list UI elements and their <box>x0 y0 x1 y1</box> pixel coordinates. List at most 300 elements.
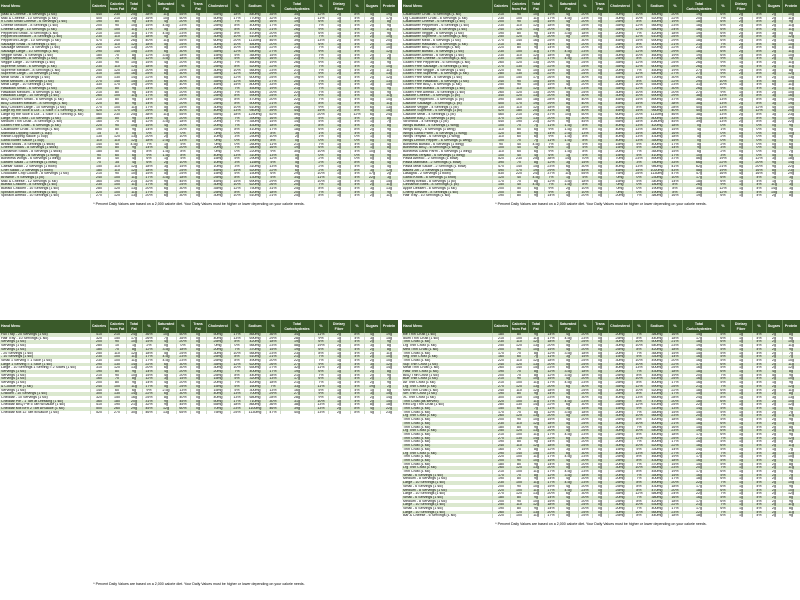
nutrient-value: 2g <box>766 20 782 24</box>
nutrient-value: 1g <box>766 448 782 452</box>
nutrient-value: 2g <box>364 377 380 381</box>
nutrient-value: 4% <box>350 124 364 128</box>
nutrient-value: 26g <box>682 61 716 65</box>
nutrient-value: 0g <box>730 128 752 132</box>
nutrient-value: 12% <box>752 106 766 110</box>
nutrient-value: 20% <box>578 348 592 352</box>
nutrient-value: 0% <box>314 139 328 143</box>
nutrient-value: 12g <box>380 50 398 54</box>
nutrient-value: 11g <box>782 414 800 418</box>
menu-item-name: Veggie Small - 6 Servings (1 slc) <box>0 54 90 58</box>
nutrient-value: 80 <box>108 370 126 374</box>
nutrient-value: 11% <box>314 366 328 370</box>
table-row <box>0 194 398 198</box>
nutrient-value: 0% <box>350 154 364 158</box>
nutrient-value: 260 <box>492 87 510 91</box>
nutrient-value: 1g <box>730 459 752 463</box>
nutrient-value: 75mg <box>206 411 230 415</box>
nutrient-value: 6g <box>280 169 314 173</box>
nutrient-value: 5g <box>558 106 578 110</box>
menu-item-name: Cheddar Mix 12 Tart w/Sauce (1 slc) <box>0 411 90 415</box>
nutrient-value: 70 <box>90 161 108 165</box>
nutrient-value: 480mg <box>244 43 266 47</box>
nutrient-value: 420mg <box>646 32 668 36</box>
nutrient-value: 13% <box>230 396 244 400</box>
nutrient-value: 4% <box>752 496 766 500</box>
nutrient-value: 18g <box>682 24 716 28</box>
nutrient-value: 3g <box>782 183 800 187</box>
nutrient-value: 11g <box>766 183 782 187</box>
nutrient-value: 430mg <box>646 370 668 374</box>
nutrient-value: 24g <box>528 113 544 117</box>
nutrient-value: 4.5g <box>558 50 578 54</box>
nutrient-value: 4% <box>752 492 766 496</box>
nutrient-value: 7% <box>632 507 646 511</box>
nutrient-value: 5% <box>716 496 730 500</box>
nutrient-value: 0g <box>592 143 608 147</box>
nutrient-value: 1g <box>328 117 350 121</box>
nutrient-value: 12% <box>142 54 156 58</box>
nutrient-value: 1g <box>328 91 350 95</box>
nutrient-value: 18g <box>682 400 716 404</box>
nutrient-value: 0g <box>592 176 608 180</box>
nutrient-value: 1080mg <box>646 120 668 124</box>
nutrient-value: 10% <box>230 35 244 39</box>
nutrient-value: 25% <box>176 28 190 32</box>
nutrient-value: 10% <box>632 46 646 50</box>
nutrient-value: 4% <box>350 76 364 80</box>
nutrient-value: 0g <box>592 35 608 39</box>
menu-item-name: Meat Thin Crust (1 slc) <box>402 366 492 370</box>
nutrient-value: 8% <box>578 139 592 143</box>
nutrient-value: 100 <box>108 385 126 389</box>
menu-item-name: Garlic Knots - 8 Servings (1 knot) <box>402 176 492 180</box>
nutrient-value: 330mg <box>646 355 668 359</box>
nutrient-value: 13g <box>528 91 544 95</box>
nutrient-value: 5g <box>766 135 782 139</box>
nutrient-value: 520mg <box>244 65 266 69</box>
column-header: Protein <box>380 320 398 333</box>
nutrient-value: 8% <box>230 102 244 106</box>
nutrient-value: 17% <box>142 355 156 359</box>
nutrient-value: 4% <box>350 87 364 91</box>
nutrient-value: 8% <box>752 120 766 124</box>
nutrient-value: 1g <box>328 146 350 150</box>
nutrient-value: 7% <box>266 385 280 389</box>
nutrient-value: 55mg <box>206 13 230 17</box>
nutrient-value: 3.5g <box>156 54 176 58</box>
nutrient-value: 15% <box>632 102 646 106</box>
nutrient-value: 3g <box>364 169 380 173</box>
nutrient-value: 180 <box>90 54 108 58</box>
menu-item-name: Hawaiian Small - 6 Servings (1 slc) <box>0 87 90 91</box>
menu-item-name: Mac & Cheese - 12 Servings (1 slc) <box>0 180 90 184</box>
nutrient-value: 25% <box>578 414 592 418</box>
nutrient-value: 15g <box>682 426 716 430</box>
nutrient-value: 20g <box>682 374 716 378</box>
nutrient-value: 80 <box>510 426 528 430</box>
nutrient-value: 5g <box>558 363 578 367</box>
nutrient-value: 0g <box>730 143 752 147</box>
nutrient-value: 19g <box>682 32 716 36</box>
nutrient-value: 14g <box>528 65 544 69</box>
menu-item-name: Veggie Large - 10 Servings (1 slc) <box>0 61 90 65</box>
nutrient-value: 3% <box>716 146 730 150</box>
nutrient-value: 6g <box>782 143 800 147</box>
nutrient-value: 610mg <box>646 377 668 381</box>
nutrient-value: 40mg <box>206 396 230 400</box>
nutrient-value: 0g <box>190 396 206 400</box>
nutrient-value: 20% <box>544 91 558 95</box>
nutrient-value: 4g <box>766 106 782 110</box>
nutrient-value: 8g <box>782 426 800 430</box>
nutrient-value: 7% <box>314 359 328 363</box>
nutrient-value: 230 <box>90 61 108 65</box>
nutrient-value: 27g <box>682 69 716 73</box>
nutrient-value: 200 <box>492 348 510 352</box>
nutrient-value: 66g <box>682 161 716 165</box>
nutrient-value: 6g <box>766 83 782 87</box>
nutrient-value: 9% <box>716 69 730 73</box>
nutrient-value: 1g <box>558 154 578 158</box>
nutrient-value: 14% <box>544 46 558 50</box>
nutrient-value: 2% <box>314 165 328 169</box>
nutrient-value: 0g <box>592 24 608 28</box>
nutrient-value: 14% <box>142 91 156 95</box>
nutrient-value: 8g <box>558 102 578 106</box>
nutrient-value: 11g <box>782 389 800 393</box>
nutrient-value: 0mg <box>608 176 632 180</box>
nutrient-value: 60 <box>510 355 528 359</box>
nutrient-value: 210 <box>492 337 510 341</box>
nutrient-value: 13g <box>528 385 544 389</box>
nutrient-value: 23% <box>544 165 558 169</box>
nutrient-value: 22g <box>380 407 398 411</box>
menu-item-name: Garlic Butter Sauce (1 cup) <box>0 139 90 143</box>
nutrient-value: 31% <box>142 400 156 404</box>
menu-item-name: Thin Crust (1 slc) <box>402 455 492 459</box>
nutrient-value: 17% <box>544 50 558 54</box>
nutrient-value: 11g <box>782 466 800 470</box>
nutrient-value: 55% <box>578 172 592 176</box>
nutrient-value: 25mg <box>608 348 632 352</box>
nutrient-value: 360 <box>90 180 108 184</box>
nutrient-value: 0g <box>592 165 608 169</box>
nutrient-value: 4% <box>350 176 364 180</box>
menu-item-name: Cheddar Pie - 1 Tart at Dressing (1 slc) <box>0 400 90 404</box>
nutrient-value: 12g <box>126 43 142 47</box>
nutrient-value: 23% <box>266 344 280 348</box>
nutrient-value: 43g <box>682 117 716 121</box>
nutrient-value: 1% <box>716 128 730 132</box>
nutrient-value: 43% <box>668 169 682 173</box>
nutrient-value: 0g <box>592 83 608 87</box>
nutrient-value: 40 <box>108 157 126 161</box>
nutrient-value: 110 <box>108 165 126 169</box>
nutrient-value: 20% <box>176 374 190 378</box>
nutrient-value: 14% <box>142 381 156 385</box>
nutrient-value: 20% <box>578 43 592 47</box>
nutrient-value: 9% <box>142 389 156 393</box>
nutrient-value: 9g <box>528 477 544 481</box>
nutrient-value: 530 <box>492 172 510 176</box>
nutrient-value: 29g <box>682 80 716 84</box>
nutrient-value: 21g <box>682 503 716 507</box>
nutrient-value: 1g <box>328 403 350 407</box>
nutrient-value: 8% <box>632 514 646 518</box>
nutrient-value: 9% <box>314 61 328 65</box>
nutrient-value: 11g <box>782 61 800 65</box>
nutrient-value: 590mg <box>244 94 266 98</box>
nutrient-value: 8% <box>230 340 244 344</box>
nutrient-value: 1g <box>766 381 782 385</box>
nutrient-value: 0g <box>592 28 608 32</box>
nutrient-value: 0% <box>314 154 328 158</box>
nutrient-value: 16g <box>682 348 716 352</box>
nutrient-value: 1g <box>730 396 752 400</box>
nutrient-value: 860mg <box>244 403 266 407</box>
nutrient-value: 12% <box>632 492 646 496</box>
nutrient-value: 6% <box>314 340 328 344</box>
nutrient-value: 140 <box>510 452 528 456</box>
nutrient-value: 10% <box>632 466 646 470</box>
nutrient-value: 18% <box>668 418 682 422</box>
nutrient-value: 480mg <box>646 13 668 17</box>
column-header: % <box>578 320 592 333</box>
nutrient-value: 3g <box>364 17 380 21</box>
nutrient-value: 40mg <box>608 135 632 139</box>
nutrient-value: 60 <box>510 135 528 139</box>
nutrient-value: 2g <box>766 503 782 507</box>
nutrient-value: 38g <box>682 113 716 117</box>
nutrient-value: 12% <box>752 157 766 161</box>
nutrient-value: 2.5g <box>558 132 578 136</box>
nutrient-value: 30mg <box>206 69 230 73</box>
nutrient-value: 30mg <box>608 17 632 21</box>
nutrient-value: 6% <box>716 507 730 511</box>
nutrient-value: 5% <box>176 143 190 147</box>
nutrient-value: 5g <box>156 191 176 195</box>
nutrient-value: 450mg <box>646 69 668 73</box>
nutrient-value: 11% <box>266 143 280 147</box>
nutrient-value: 140 <box>108 80 126 84</box>
nutrient-value: 0g <box>730 139 752 143</box>
menu-item-name: Medium - 8 Servings (1 slc) <box>402 500 492 504</box>
nutrient-value: 8% <box>752 28 766 32</box>
column-header: % <box>350 0 364 13</box>
menu-item-name: Thin Crust (as served) <box>402 400 492 404</box>
nutrient-value: 1.5g <box>156 150 176 154</box>
nutrient-value: 190 <box>108 180 126 184</box>
nutrient-value: 22g <box>682 492 716 496</box>
nutrient-value: 18g <box>782 157 800 161</box>
nutrient-value: 25% <box>176 172 190 176</box>
nutrient-value: 20mg <box>206 370 230 374</box>
menu-item-name: Cheese Medium - 8 Servings (1 slc) <box>0 24 90 28</box>
nutrient-value: 0mg <box>206 143 230 147</box>
column-header: % <box>266 320 280 333</box>
nutrient-value: 7% <box>716 403 730 407</box>
nutrient-value: 8g <box>380 146 398 150</box>
nutrient-value: 9g <box>380 374 398 378</box>
nutrient-value: 5% <box>314 120 328 124</box>
nutrient-value: 180 <box>90 169 108 173</box>
menu-item-name: Large Thin Crust - 10 Servings (1 slc) <box>0 117 90 121</box>
nutrient-value: 120 <box>510 429 528 433</box>
column-header: Sugars <box>766 0 782 13</box>
nutrient-value: 16% <box>266 57 280 61</box>
nutrient-value: 4.5g <box>558 381 578 385</box>
nutrient-value: 5g <box>280 157 314 161</box>
nutrient-value: 1g <box>328 381 350 385</box>
nutrient-value: 7% <box>716 43 730 47</box>
nutrient-value: 0g <box>190 381 206 385</box>
nutrient-value: 0g <box>190 98 206 102</box>
nutrient-value: 0g <box>190 169 206 173</box>
nutrient-value: 16g <box>682 377 716 381</box>
nutrient-value: 3g <box>766 98 782 102</box>
nutrient-value: 13g <box>126 69 142 73</box>
nutrient-value: 55mg <box>206 403 230 407</box>
nutrient-value: 3g <box>364 344 380 348</box>
nutrient-value: 8g <box>380 344 398 348</box>
menu-item-name: Buff Thin Crust (1 slc) <box>402 377 492 381</box>
nutrient-value: 2g <box>730 28 752 32</box>
nutrient-value: 8g <box>126 348 142 352</box>
nutrient-value: 0g <box>190 32 206 36</box>
nutrient-value: 70 <box>510 474 528 478</box>
nutrient-value: 0g <box>190 24 206 28</box>
nutrient-value: 6% <box>544 146 558 150</box>
nutrient-value: 25% <box>176 106 190 110</box>
menu-item-name: Cauliflower Hawaiian - 6 Servings (1 slc) <box>402 43 492 47</box>
nutrient-value: 10% <box>632 503 646 507</box>
nutrient-value: 4g <box>558 20 578 24</box>
nutrient-value: 19g <box>528 169 544 173</box>
nutrient-value: 410mg <box>646 392 668 396</box>
nutrient-value: 37% <box>544 172 558 176</box>
menu-item-name: Servings (1 slc) <box>0 389 90 393</box>
nutrient-value: 15% <box>142 124 156 128</box>
nutrient-value: 15% <box>544 69 558 73</box>
nutrient-value: 30mg <box>608 13 632 17</box>
nutrient-value: 7g <box>782 150 800 154</box>
nutrient-value: 35% <box>142 17 156 21</box>
nutrient-value: 21g <box>280 143 314 147</box>
nutrient-value: 2g <box>730 98 752 102</box>
nutrient-value: 220 <box>90 124 108 128</box>
nutrient-value: 25% <box>578 422 592 426</box>
nutrient-value: 0mg <box>608 191 632 195</box>
nutrient-value: 1g <box>730 492 752 496</box>
nutrient-value: 19% <box>716 169 730 173</box>
nutrient-value: 2g <box>364 400 380 404</box>
nutrient-value: 940mg <box>244 109 266 113</box>
nutrient-value: 5% <box>632 154 646 158</box>
nutrient-value: 6% <box>716 455 730 459</box>
nutrient-value: 0g <box>592 106 608 110</box>
nutrient-value: 30% <box>176 366 190 370</box>
nutrient-value: 19g <box>782 98 800 102</box>
nutrient-value: 6g <box>380 389 398 393</box>
nutrient-value: 10% <box>578 187 592 191</box>
menu-item-name: Cauliflower Buffalo - 6 Servings (1 slc) <box>402 50 492 54</box>
nutrient-value: 700mg <box>244 392 266 396</box>
nutrient-value: 150 <box>492 407 510 411</box>
nutrient-value: 10% <box>632 344 646 348</box>
nutrient-value: 7% <box>314 54 328 58</box>
nutrient-value: 12% <box>544 474 558 478</box>
nutrient-value: 260 <box>492 366 510 370</box>
menu-item-name: Gluten Free Hawaiian - 6 Servings (1 slc) <box>402 80 492 84</box>
nutrient-value: 20% <box>176 87 190 91</box>
nutrient-value: 19g <box>782 117 800 121</box>
nutrient-value: 2g <box>328 169 350 173</box>
nutrient-value: 40mg <box>206 392 230 396</box>
nutrient-value: 17% <box>230 17 244 21</box>
nutrient-value: 210 <box>108 17 126 21</box>
nutrient-value: 170 <box>510 102 528 106</box>
menu-item-name: Lrg Thin Crust (1 slc) <box>402 385 492 389</box>
nutrient-value: 13% <box>314 411 328 415</box>
nutrient-value: 1g <box>730 80 752 84</box>
nutrition-panel-bottom-right <box>402 320 800 526</box>
nutrient-value: 170 <box>492 474 510 478</box>
nutrient-value: 2g <box>328 39 350 43</box>
nutrient-value: 250 <box>90 69 108 73</box>
nutrient-value: 80 <box>510 507 528 511</box>
nutrient-value: 120 <box>510 28 528 32</box>
nutrient-value: 18% <box>176 176 190 180</box>
nutrient-value: 11g <box>782 87 800 91</box>
nutrient-value: 0g <box>592 72 608 76</box>
nutrient-value: 40% <box>176 83 190 87</box>
nutrient-value: 40% <box>578 102 592 106</box>
nutrient-value: 19% <box>668 54 682 58</box>
menu-item-name: Thin Crust (1 slc) <box>402 411 492 415</box>
nutrient-value: 20% <box>176 340 190 344</box>
nutrient-value: 4% <box>350 191 364 195</box>
nutrient-value: 4% <box>752 422 766 426</box>
nutrient-value: 12g <box>528 389 544 393</box>
nutrient-value: 30% <box>578 403 592 407</box>
nutrient-value: 90 <box>510 13 528 17</box>
nutrient-value: 80 <box>510 43 528 47</box>
nutrient-value: 17% <box>142 385 156 389</box>
nutrient-value: 45mg <box>608 76 632 80</box>
nutrient-value: 0g <box>190 124 206 128</box>
menu-item-name: Large 1 Serving = 1 Slice (1 slc) <box>0 363 90 367</box>
nutrient-value: 15% <box>544 377 558 381</box>
nutrient-value: 1g <box>730 352 752 356</box>
nutrient-value: 2g <box>364 43 380 47</box>
nutrient-value: 45mg <box>608 169 632 173</box>
nutrient-value: 1g <box>730 61 752 65</box>
nutrient-value: 7% <box>314 91 328 95</box>
nutrient-value: 580mg <box>646 28 668 32</box>
nutrient-value: 35mg <box>608 24 632 28</box>
nutrient-value: 30mg <box>608 422 632 426</box>
nutrient-value: 8g <box>528 370 544 374</box>
nutrient-value: 6% <box>716 20 730 24</box>
nutrient-value: 0g <box>592 98 608 102</box>
nutrient-value: 30% <box>176 80 190 84</box>
nutrient-value: 6g <box>280 165 314 169</box>
nutrient-value: 15% <box>632 76 646 80</box>
nutrient-value: 14% <box>142 128 156 132</box>
nutrient-value: 12g <box>380 76 398 80</box>
nutrient-value: 8% <box>350 128 364 132</box>
